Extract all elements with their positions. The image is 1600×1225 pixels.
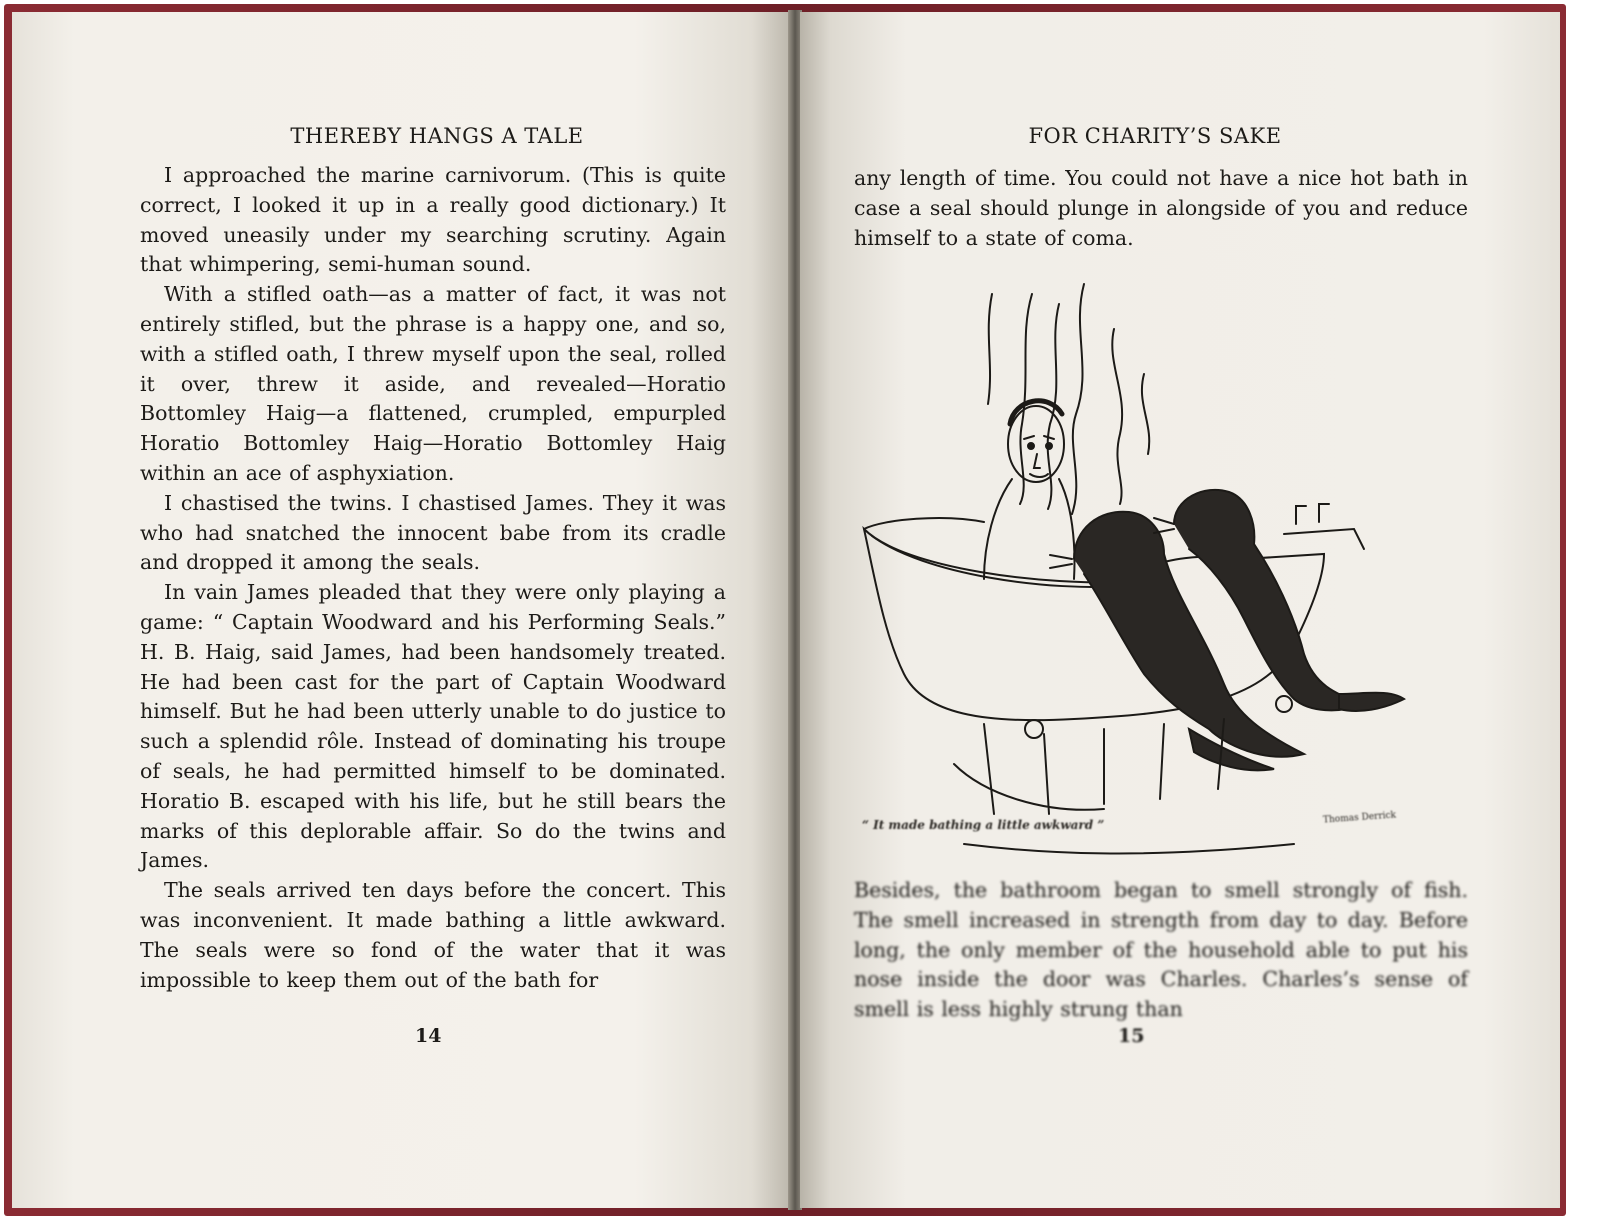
paragraph: I chastised the twins. I chastised James. They it was who had snatched the innocent babe from its cradle and dropped it among the seals.: [140, 490, 726, 575]
paragraph: The seals arrived ten days before the concert. This was inconvenient. It made bathing a little awkward. The seals were so fond of the water that it was impossible to keep them out of the bath for: [140, 878, 726, 992]
left-page-number: 14: [415, 1025, 442, 1047]
right-page: [800, 12, 1560, 1208]
left-page: [12, 12, 790, 1208]
paragraph: I approached the marine carnivorum. (This is quite correct, I looked it up in a really good dictionary.) It moved uneasily under my searching scrutiny. Again that whimpering, semi-human sound.: [140, 163, 726, 277]
right-top-text: [854, 164, 1468, 253]
paragraph: Besides, the bathroom began to smell strongly of fish. The smell increased in strength from day to day. Before long, the only member of the household able to put his nose inside the door was Charles. Charles’s sense of smell is less highly strung than: [854, 878, 1468, 1022]
right-page-number: 15: [1118, 1025, 1145, 1047]
paragraph: With a stifled oath—as a matter of fact, it was not entirely stifled, but the phrase is a happy one, and so, with a stifled oath, I threw myself upon the seal, rolled it over, threw it aside, and revealed—Horatio Bottomley Haig—a flattened, crumpled, empurpled Horatio Bottomley Haig—Horatio Bottomley Haig within an ace of asphyxiation.: [140, 282, 726, 485]
right-bottom-text: [854, 876, 1468, 1025]
artist-signature: Thomas Derrick: [1322, 810, 1397, 826]
paragraph: any length of time. You could not have a nice hot bath in case a seal should plunge in alongside of you and reduce himself to a state of coma.: [854, 166, 1468, 250]
illustration-caption: “ It made bathing a little awkward ”: [862, 818, 1105, 832]
paragraph: In vain James pleaded that they were only playing a game: “ Captain Woodward and his Performing Seals.” H. B. Haig, said James, had been handsomely treated. He had been cast for the part of Captain Woodward himself. But he had been utterly unable to do justice to such a splendid rôle. Instead of dominating his troupe of seals, he had permitted himself to be dominated. Horatio B. escaped with his life, but he still bears the marks of this deplorable affair. So do the twins and James.: [140, 580, 726, 873]
right-running-head: FOR CHARITY’S SAKE: [1028, 124, 1282, 148]
seal-bath-illustration: [844, 274, 1424, 864]
left-running-head: THEREBY HANGS A TALE: [290, 124, 584, 148]
left-body-text: [140, 161, 726, 995]
